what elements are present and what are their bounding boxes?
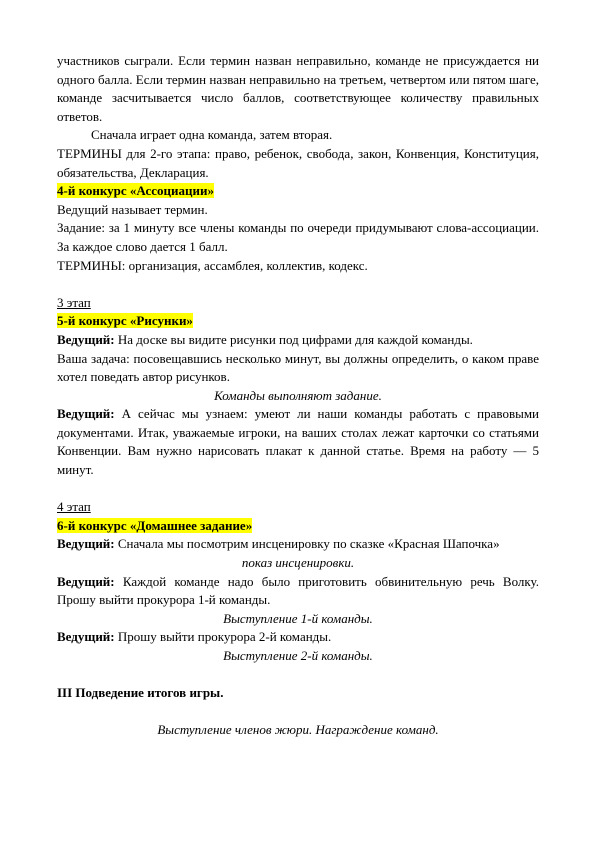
- spacer: [57, 480, 539, 499]
- stage-direction-team-2: Выступление 2-й команды.: [223, 648, 373, 663]
- paragraph-task-drawings: Ваша задача: посовещавшись несколько минут, вы должны определить, о каком праве хотел поведать автор рисунков.: [57, 350, 539, 385]
- host-drawings-text: На доске вы видите рисунки под цифрами для каждой команды.: [114, 331, 473, 347]
- stage-4-label: 4 этап: [57, 499, 91, 515]
- host-label: Ведущий:: [57, 629, 115, 645]
- stage-direction-team-1: Выступление 1-й команды.: [223, 610, 373, 626]
- paragraph-host-names-term: Ведущий называет термин.: [57, 201, 208, 217]
- stage-3-heading: [57, 294, 539, 313]
- paragraph-rules: участников сыграли. Если термин назван неправильно, команде не присуждается ни одного балла. Если термин назван неправильно на третьем, четвертом или пятом шаге, команде засчитывается число баллов, соответствующее количеству правильных ответов.: [57, 53, 539, 124]
- host-label: Ведущий:: [57, 573, 115, 589]
- paragraph-terms-contest4: ТЕРМИНЫ: организация, ассамблея, коллектив, кодекс.: [57, 257, 368, 273]
- host-prosecutor-2-text: Прошу выйти прокурора 2-й команды.: [114, 629, 332, 645]
- stage-direction-jury: Выступление членов жюри. Награждение команд.: [157, 722, 439, 738]
- paragraph-host-prosecutor-1: [57, 573, 539, 610]
- paragraph-task-associations: Задание: за 1 минуту все члены команды по очереди придумывают слова-ассоциации. За каждое слово дается 1 балл.: [57, 220, 539, 254]
- host-prosecutor-1-text: Каждой команде надо было приготовить обвинительную речь Волку. Прошу выйти прокурора 1-й команды.: [57, 573, 539, 608]
- stage-4-heading: [57, 498, 539, 517]
- paragraph-order: Сначала играет одна команда, затем вторая.: [91, 127, 333, 143]
- contest-4-title: 4-й конкурс «Ассоциации»: [57, 183, 214, 199]
- paragraph-host-play: [57, 535, 539, 554]
- contest-6-heading: [57, 517, 539, 536]
- spacer: [57, 666, 539, 685]
- contest-6-title: 6-й конкурс «Домашнее задание»: [57, 517, 253, 533]
- paragraph-host-drawings: [57, 331, 539, 350]
- spacer: [57, 703, 539, 722]
- contest-5-heading: [57, 312, 539, 331]
- contest-5-title: 5-й конкурс «Рисунки»: [57, 313, 193, 329]
- stage-direction-play: показ инсценировки.: [241, 555, 355, 571]
- host-play-text: Сначала мы посмотрим инсценировку по сказке «Красная Шапочка»: [114, 536, 500, 552]
- contest-4-heading: [57, 182, 539, 201]
- host-label: Ведущий:: [57, 406, 115, 422]
- spacer: [57, 275, 539, 294]
- stage-3-label: 3 этап: [57, 294, 91, 310]
- paragraph-host-prosecutor-2: [57, 628, 539, 647]
- paragraph-host-convention: [57, 405, 539, 479]
- document-body: [57, 52, 539, 740]
- section-3-heading: III Подведение итогов игры.: [57, 685, 224, 701]
- host-label: Ведущий:: [57, 331, 115, 347]
- host-label: Ведущий:: [57, 536, 115, 552]
- stage-direction-teams-work: Команды выполняют задание.: [214, 387, 382, 403]
- paragraph-terms-stage2: ТЕРМИНЫ для 2-го этапа: право, ребенок, свобода, закон, Конвенция, Конституция, обязательства, Декларация.: [57, 145, 539, 180]
- host-convention-text: А сейчас мы узнаем: умеют ли наши команды работать с правовыми документами. Итак, уважаемые игроки, на ваших столах лежат карточки со статьями Конвенции. Вам нужно нарисовать плакат к данной статье. Время на работу — 5 минут.: [57, 406, 539, 478]
